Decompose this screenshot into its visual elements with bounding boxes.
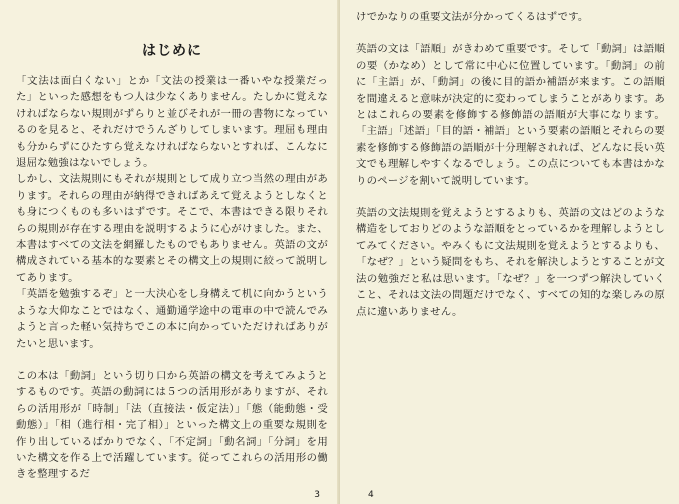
paragraph: 英語の文法規則を覚えようとするよりも、英語の文はどのような構造をしておりどのような語順をとっているかを理解しようとしてみてください。やみくもに文法規則を覚えようとするよりも、「なぜ？」という疑問をもち、それを解決しようとすることが文法の勉強だと私は思います。「なぜ？」を一つずつ解決していくこと、それは文法の問題だけでなく、すべての知的な楽しみの原点に違いありません。	[356, 207, 665, 318]
page-number: 3	[314, 490, 320, 500]
paragraph: 英語の文は「語順」がきわめて重要です。そして「動詞」は語順の要（かなめ）として常に中心に位置しています。「動詞」の前に「主語」が、「動詞」の後に目的語か補語が来ます。この語順を間違えると意味が決定的に変わってしまうことがあります。あとはこれらの要素を修飾する修飾語の語順が大事になります。「主語」「述語」「目的語・補語」という要素の語順とそれらの要素を修飾する修飾語の語順が十分理解されれば、どんなに長い英文でも理解しやすくなるでしょう。この点についても本書はかなりのページを割いて説明しています。	[356, 43, 665, 187]
paragraph: 「文法は面白くない」とか「文法の授業は一番いやな授業だった」といった感想をもつ人は少なくありません。たしかに覚えなければならない規則がずらりと並びそれが一冊の書物になっているのを見ると、それだけでうんざりしてしまいます。理屈も理由も分からずにひたすら覚えなければならないとすれば、こんなに退屈な勉強はないでしょう。	[16, 75, 328, 170]
paragraph: この本は「動詞」という切り口から英語の構文を考えてみようとするものです。英語の動詞には５つの活用形がありますが、それらの活用形が「時制」「法（直接法・仮定法）」「態（能動態・受動態）」「相（進行相・完了相）」といった構文上の重要な規則を作り出しているばかりでなく、「不定詞」「動名詞」「分詞」を用いた構文を作る上で活躍しています。従ってこれらの活用形の働きを整理するだ	[16, 369, 328, 481]
page-number: 4	[368, 490, 374, 500]
right-page	[340, 0, 679, 504]
paragraph: けでかなりの重要文法が分かってくるはずです。	[356, 11, 589, 23]
page-title: はじめに	[142, 43, 202, 59]
paragraph: 「英語を勉強するぞ」と一大決心をし身構えて机に向かうというような大仰なことではなく、通勤通学途中の電車の中で読んでみようと言った軽い気持ちでこの本に向かっていただければありがたいと思います。	[16, 288, 328, 350]
paragraph: しかし、文法規則にもそれが規則として成り立つ当然の理由があります。それらの理由が納得できればあえて覚えようとしなくとも身につくものも多いはずです。そこで、本書はできる限りそれらの規則が存在する理由を説明するように心がけました。また、本書はすべての文法を網羅したものでもありません。英語の文が構成されている基本的な要素とその構文上の規則に絞って説明してあります。	[16, 173, 328, 284]
